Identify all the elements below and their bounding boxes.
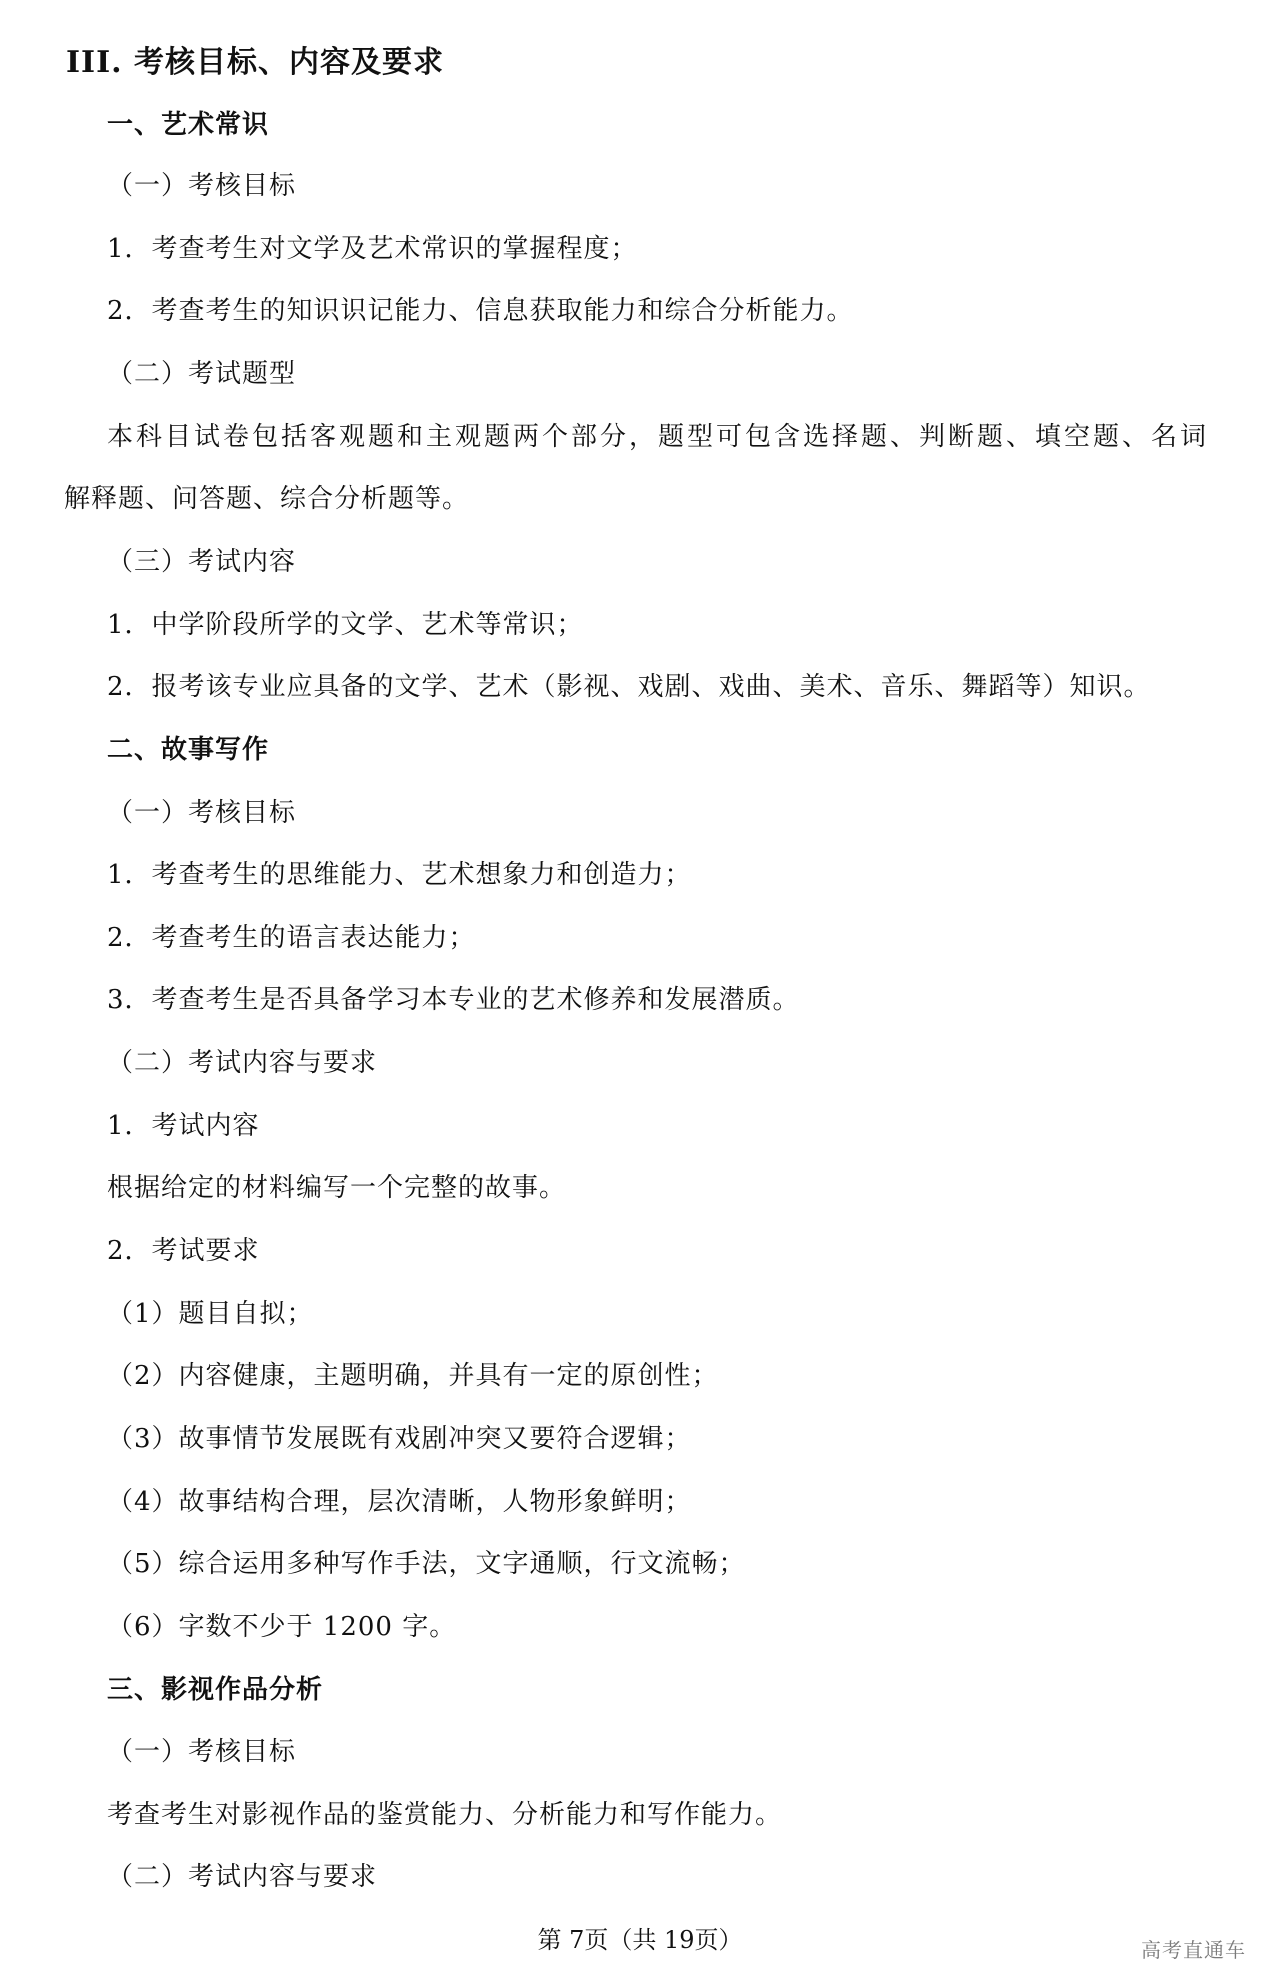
paragraph-line: 根据给定的材料编写一个完整的故事。 — [107, 1173, 567, 1203]
paragraph-line: 本科目试卷包括客观题和主观题两个部分，题型可包含选择题、判断题、填空题、名词 — [107, 422, 1210, 452]
section-heading-story-writing: 二、故事写作 — [107, 735, 270, 765]
subheading-assessment-goals: （一）考核目标 — [107, 1737, 297, 1767]
section-heading-art-knowledge: 一、艺术常识 — [107, 110, 270, 140]
page-title: III. 考核目标、内容及要求 — [66, 45, 444, 80]
list-item: （5）综合运用多种写作手法，文字通顺，行文流畅； — [107, 1549, 746, 1579]
subheading-exam-content: （三）考试内容 — [107, 547, 297, 577]
page-footer: 第 7页（共 19页） — [537, 1926, 743, 1954]
paragraph-line: 考查考生对影视作品的鉴赏能力、分析能力和写作能力。 — [107, 1800, 783, 1830]
list-item: 2．考试要求 — [107, 1236, 260, 1266]
subheading-content-and-requirements: （二）考试内容与要求 — [107, 1862, 378, 1892]
subheading-content-and-requirements: （二）考试内容与要求 — [107, 1048, 378, 1078]
list-item: 2．考查考生的知识识记能力、信息获取能力和综合分析能力。 — [107, 296, 854, 326]
list-item: 3．考查考生是否具备学习本专业的艺术修养和发展潜质。 — [107, 985, 800, 1015]
list-item: （4）故事结构合理，层次清晰，人物形象鲜明； — [107, 1487, 692, 1517]
paragraph-line: 解释题、问答题、综合分析题等。 — [64, 484, 470, 514]
subheading-assessment-goals: （一）考核目标 — [107, 798, 297, 828]
section-heading-film-analysis: 三、影视作品分析 — [107, 1675, 324, 1705]
list-item: 1．考查考生对文学及艺术常识的掌握程度； — [107, 234, 638, 264]
list-item: 2．考查考生的语言表达能力； — [107, 923, 476, 953]
list-item: （3）故事情节发展既有戏剧冲突又要符合逻辑； — [107, 1424, 692, 1454]
list-item: 1．中学阶段所学的文学、艺术等常识； — [107, 610, 584, 640]
watermark-logo-text: 高考直通车 — [1141, 1938, 1246, 1962]
list-item: （6）字数不少于 1200 字。 — [107, 1612, 457, 1642]
subheading-question-types: （二）考试题型 — [107, 359, 297, 389]
list-item: 1．考试内容 — [107, 1111, 260, 1141]
subheading-assessment-goals: （一）考核目标 — [107, 171, 297, 201]
list-item: 2．报考该专业应具备的文学、艺术（影视、戏剧、戏曲、美术、音乐、舞蹈等）知识。 — [107, 672, 1151, 702]
list-item: 1．考查考生的思维能力、艺术想象力和创造力； — [107, 860, 692, 890]
list-item: （2）内容健康，主题明确，并具有一定的原创性； — [107, 1361, 719, 1391]
list-item: （1）题目自拟； — [107, 1299, 314, 1329]
